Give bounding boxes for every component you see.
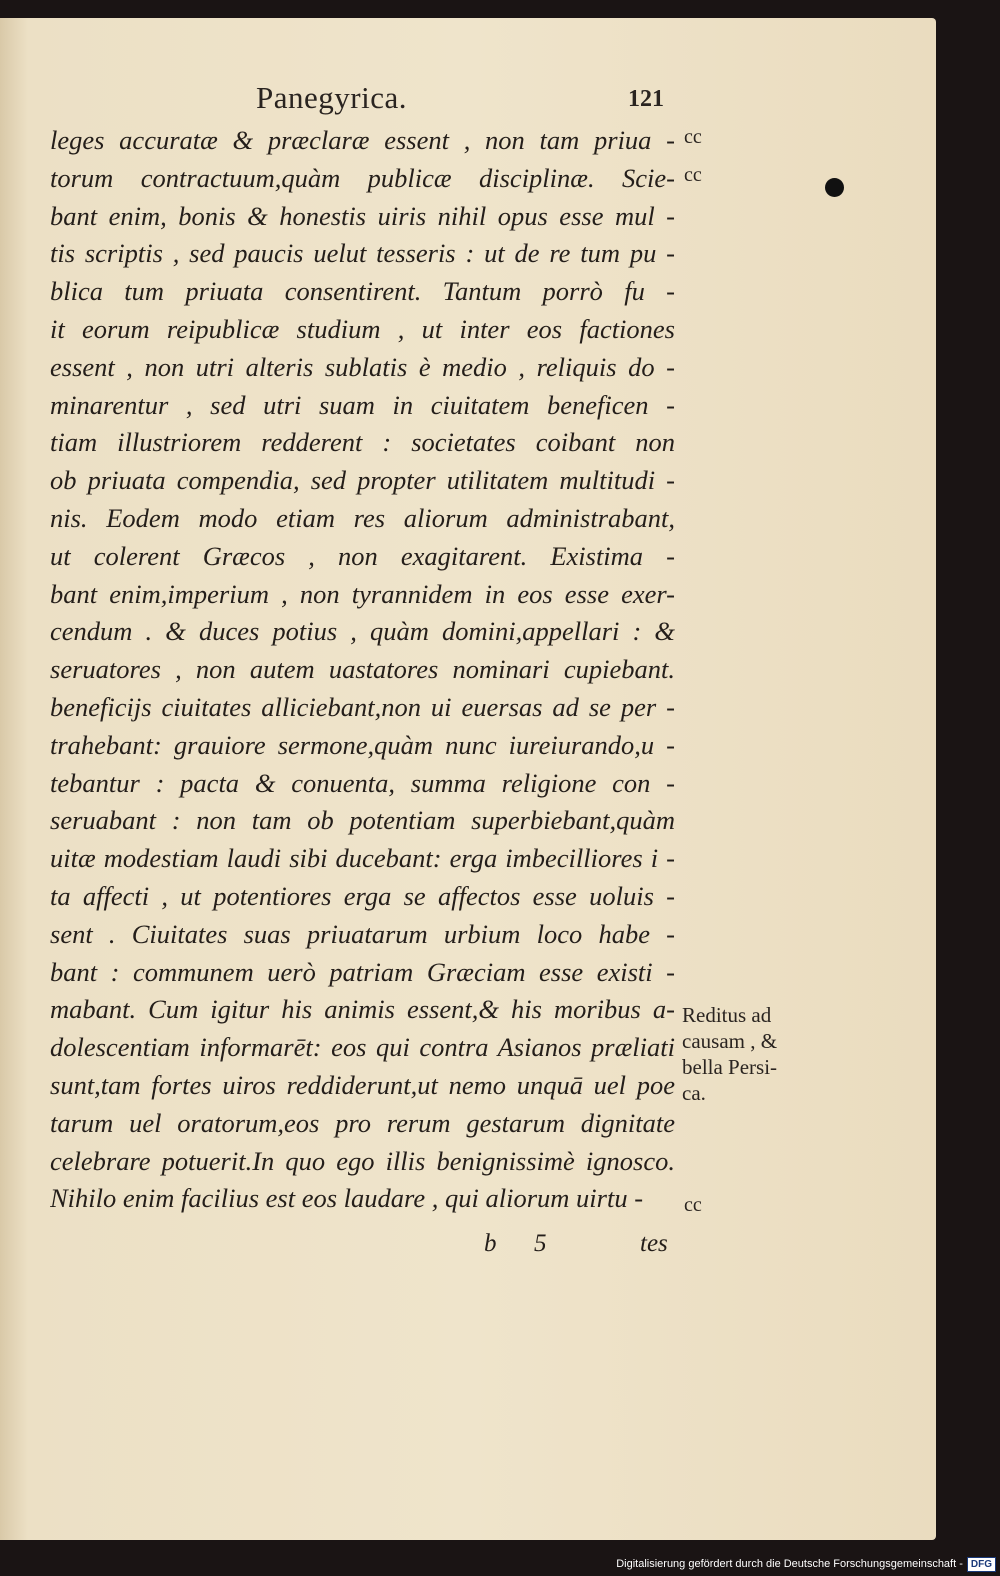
text-line: celebrare potuerit.In quo ego illis benignissimè ignosco. <box>50 1145 675 1176</box>
text-line: ut colerent Græcos , non exagitarent. Existima - <box>50 540 675 571</box>
text-line: blica tum priuata consentirent. Tantum porrò fu - <box>50 276 675 307</box>
text-line: sent . Ciuitates suas priuatarum urbium loco habe - <box>50 918 675 949</box>
running-head: Panegyrica. <box>256 80 407 115</box>
signature-mark: b <box>484 1230 497 1257</box>
text-line: tiam illustriorem redderent : societates coibant non <box>50 427 675 458</box>
text-line: ob priuata compendia, sed propter utilitatem multitudi - <box>50 465 675 496</box>
text-line: mabant. Cum igitur his animis essent,& his moribus a- <box>50 994 675 1025</box>
text-line: Nihilo enim facilius est eos laudare , qui aliorum uirtu - <box>50 1183 644 1214</box>
text-line: trahebant: grauiore sermone,quàm nunc iureiurando,u - <box>50 729 675 760</box>
catchword: tes <box>640 1230 668 1257</box>
text-line: tarum uel oratorum,eos pro rerum gestarum dignitate <box>50 1107 675 1138</box>
text-line: seruabant : non tam ob potentiam superbiebant,quàm <box>50 805 675 836</box>
marginal-note-line: causam , & <box>682 1029 778 1053</box>
text-line: minarentur , sed utri suam in ciuitatem beneficen - <box>50 389 675 420</box>
text-line: bant enim,imperium , non tyrannidem in eos esse exer- <box>50 578 675 609</box>
marginal-note-line: bella Persi- <box>682 1055 778 1079</box>
text-line: sunt,tam fortes uiros reddiderunt,ut nemo unquā uel poe <box>50 1069 675 1100</box>
text-line: uitæ modestiam laudi sibi ducebant: erga imbecilliores i - <box>50 843 675 874</box>
text-line: tis scriptis , sed paucis uelut tesseris : ut de re tum pu - <box>50 238 675 269</box>
marginal-note-line: ca. <box>682 1081 706 1105</box>
text-line: seruatores , non autem uastatores nominari cupiebant. <box>50 654 675 685</box>
signature-number: 5 <box>534 1230 547 1257</box>
body-text <box>50 122 675 1218</box>
book-page <box>0 18 936 1540</box>
footer-text: Digitalisierung gefördert durch die Deutsche Forschungsgemeinschaft - <box>616 1558 963 1570</box>
marginal-note-line: Reditus ad <box>682 1003 772 1027</box>
text-line: dolescentiam informarēt: eos qui contra Asianos præliati <box>50 1032 675 1063</box>
text-line: leges accuratæ & præclaræ essent , non tam priua - <box>50 125 675 155</box>
text-line: beneficijs ciuitates alliciebant,non ui euersas ad se per - <box>50 691 675 722</box>
quote-mark: cc <box>684 164 702 186</box>
text-line: torum contractuum,quàm publicæ disciplinæ. Scie- <box>50 162 675 193</box>
quote-mark: cc <box>684 126 702 148</box>
text-line: it eorum reipublicæ studium , ut inter eos factiones <box>50 313 675 344</box>
text-line: nis. Eodem modo etiam res aliorum administrabant, <box>50 502 675 533</box>
text-line: bant : communem uerò patriam Græciam esse existi - <box>50 956 675 987</box>
dfg-logo: DFG <box>967 1557 996 1572</box>
text-line: cendum . & duces potius , quàm domini,appellari : & <box>50 616 675 647</box>
marginal-note <box>682 1002 812 1106</box>
ink-blot <box>825 178 844 197</box>
page-number: 121 <box>628 86 664 112</box>
footer-banner <box>616 1556 996 1572</box>
text-line: tebantur : pacta & conuenta, summa religione con - <box>50 767 675 798</box>
text-line: ta affecti , ut potentiores erga se affectos esse uoluis - <box>50 880 675 911</box>
text-line: bant enim, bonis & honestis uiris nihil opus esse mul - <box>50 200 675 231</box>
text-line: essent , non utri alteris sublatis è medio , reliquis do - <box>50 351 675 382</box>
quote-mark: cc <box>684 1194 702 1216</box>
